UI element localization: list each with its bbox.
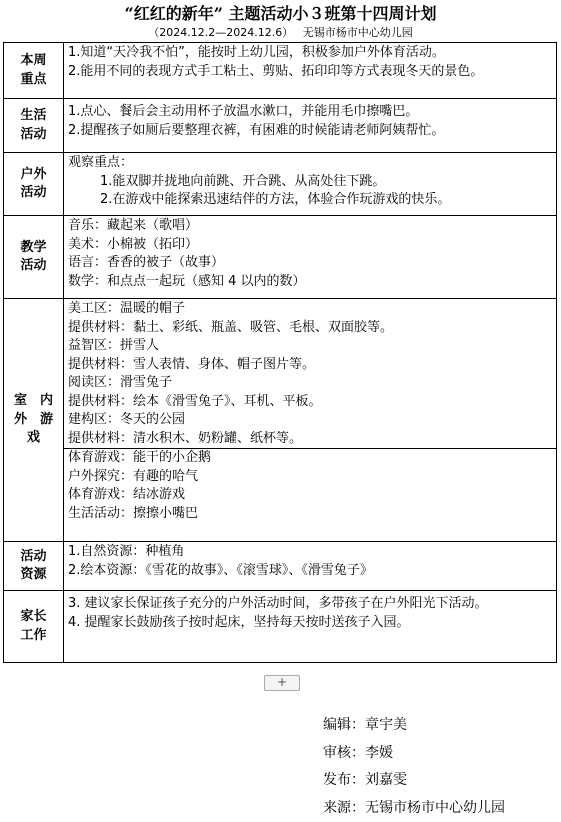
content-line: 数学：和点点一起玩（感知 4 以内的数） [68,273,552,292]
row-resources [4,542,557,591]
content-line: 音乐：藏起来（歌唱） [68,217,552,236]
row-heading: 户外 活动 [4,153,64,216]
row-heading: 教学 活动 [4,216,64,299]
content-line: 美工区：温暖的帽子 [68,300,552,319]
content-line: 体育游戏：结冰游戏 [68,486,552,505]
row-games [4,299,557,542]
row-teaching [4,216,557,299]
content-line: 户外探究：有趣的哈气 [68,468,552,487]
content-line: 3. 建议家长保证孩子充分的户外活动时间，多带孩子在户外阳光下活动。 [68,595,552,614]
content-line: 生活活动：擦擦小嘴巴 [68,505,552,524]
source-credit: 来源：无锡市杨市中心幼儿园 [323,795,505,822]
row-content [64,591,557,663]
content-line: 建构区：冬天的公园 [68,411,552,430]
row-content [64,299,557,542]
content-line: 1.能双脚并拢地向前跳、开合跳、从高处往下跳。 [68,173,552,192]
content-line: 2.在游戏中能探索迅速结伴的方法，体验合作玩游戏的快乐。 [68,191,552,210]
subtitle [0,25,561,40]
row-content [64,153,557,216]
row-heading: 室 内 外 游 戏 [4,299,64,542]
row-parents [4,591,557,663]
content-line: 提供材料：绘本《滑雪兔子》、耳机、平板。 [68,393,552,412]
content-line: 提供材料：清水积木、奶粉罐、纸杯等。 [68,430,552,449]
row-content [64,99,557,153]
add-row-button[interactable]: + [264,675,300,691]
editor-credit: 编辑：章宇美 [323,712,505,740]
credits-block [323,712,505,822]
content-line: 提供材料：雪人表情、身体、帽子图片等。 [68,356,552,375]
content-line: 益智区：拼雪人 [68,337,552,356]
school-name: 无锡市杨市中心幼儿园 [303,26,413,39]
content-line: 观察重点： [68,154,552,173]
row-life [4,99,557,153]
row-heading: 活动 资源 [4,542,64,591]
content-line: 阅读区：滑雪兔子 [68,374,552,393]
content-line: 1.点心、餐后会主动用杯子放温水漱口，并能用毛巾擦嘴巴。 [68,103,552,122]
row-content [64,43,557,99]
row-heading: 本周 重点 [4,43,64,99]
content-line: 1.知道“天冷我不怕”，能按时上幼儿园，积极参加户外体育活动。 [68,44,552,63]
content-line: 提供材料：黏土、彩纸、瓶盖、吸管、毛根、双面胶等。 [68,319,552,338]
content-line: 2.提醒孩子如厕后要整理衣裤，有困难的时候能请老师阿姨帮忙。 [68,122,552,141]
reviewer-credit: 审核：李媛 [323,740,505,768]
row-heading: 生活 活动 [4,99,64,153]
row-heading: 家长 工作 [4,591,64,663]
content-line: 4. 提醒家长鼓励孩子按时起床，坚持每天按时送孩子入园。 [68,614,552,633]
weekly-plan-table [3,42,557,663]
content-line: 体育游戏：能干的小企鹅 [68,449,552,468]
row-content [64,216,557,299]
content-line: 2.绘本资源：《雪花的故事》、《滚雪球》、《滑雪兔子》 [68,562,552,581]
page-title: “红红的新年” 主题活动小３班第十四周计划 [0,4,561,24]
row-content [64,542,557,591]
content-line: 1.自然资源：种植角 [68,543,552,562]
row-focus [4,43,557,99]
content-line: 2.能用不同的表现方式手工粘土、剪贴、拓印印等方式表现冬天的景色。 [68,63,552,82]
content-line: 语言：香香的被子（故事） [68,254,552,273]
content-line: 美术：小棉被（拓印） [68,236,552,255]
date-range: （2024.12.2—2024.12.6） [148,26,293,39]
row-outdoor [4,153,557,216]
publisher-credit: 发布：刘嘉雯 [323,767,505,795]
